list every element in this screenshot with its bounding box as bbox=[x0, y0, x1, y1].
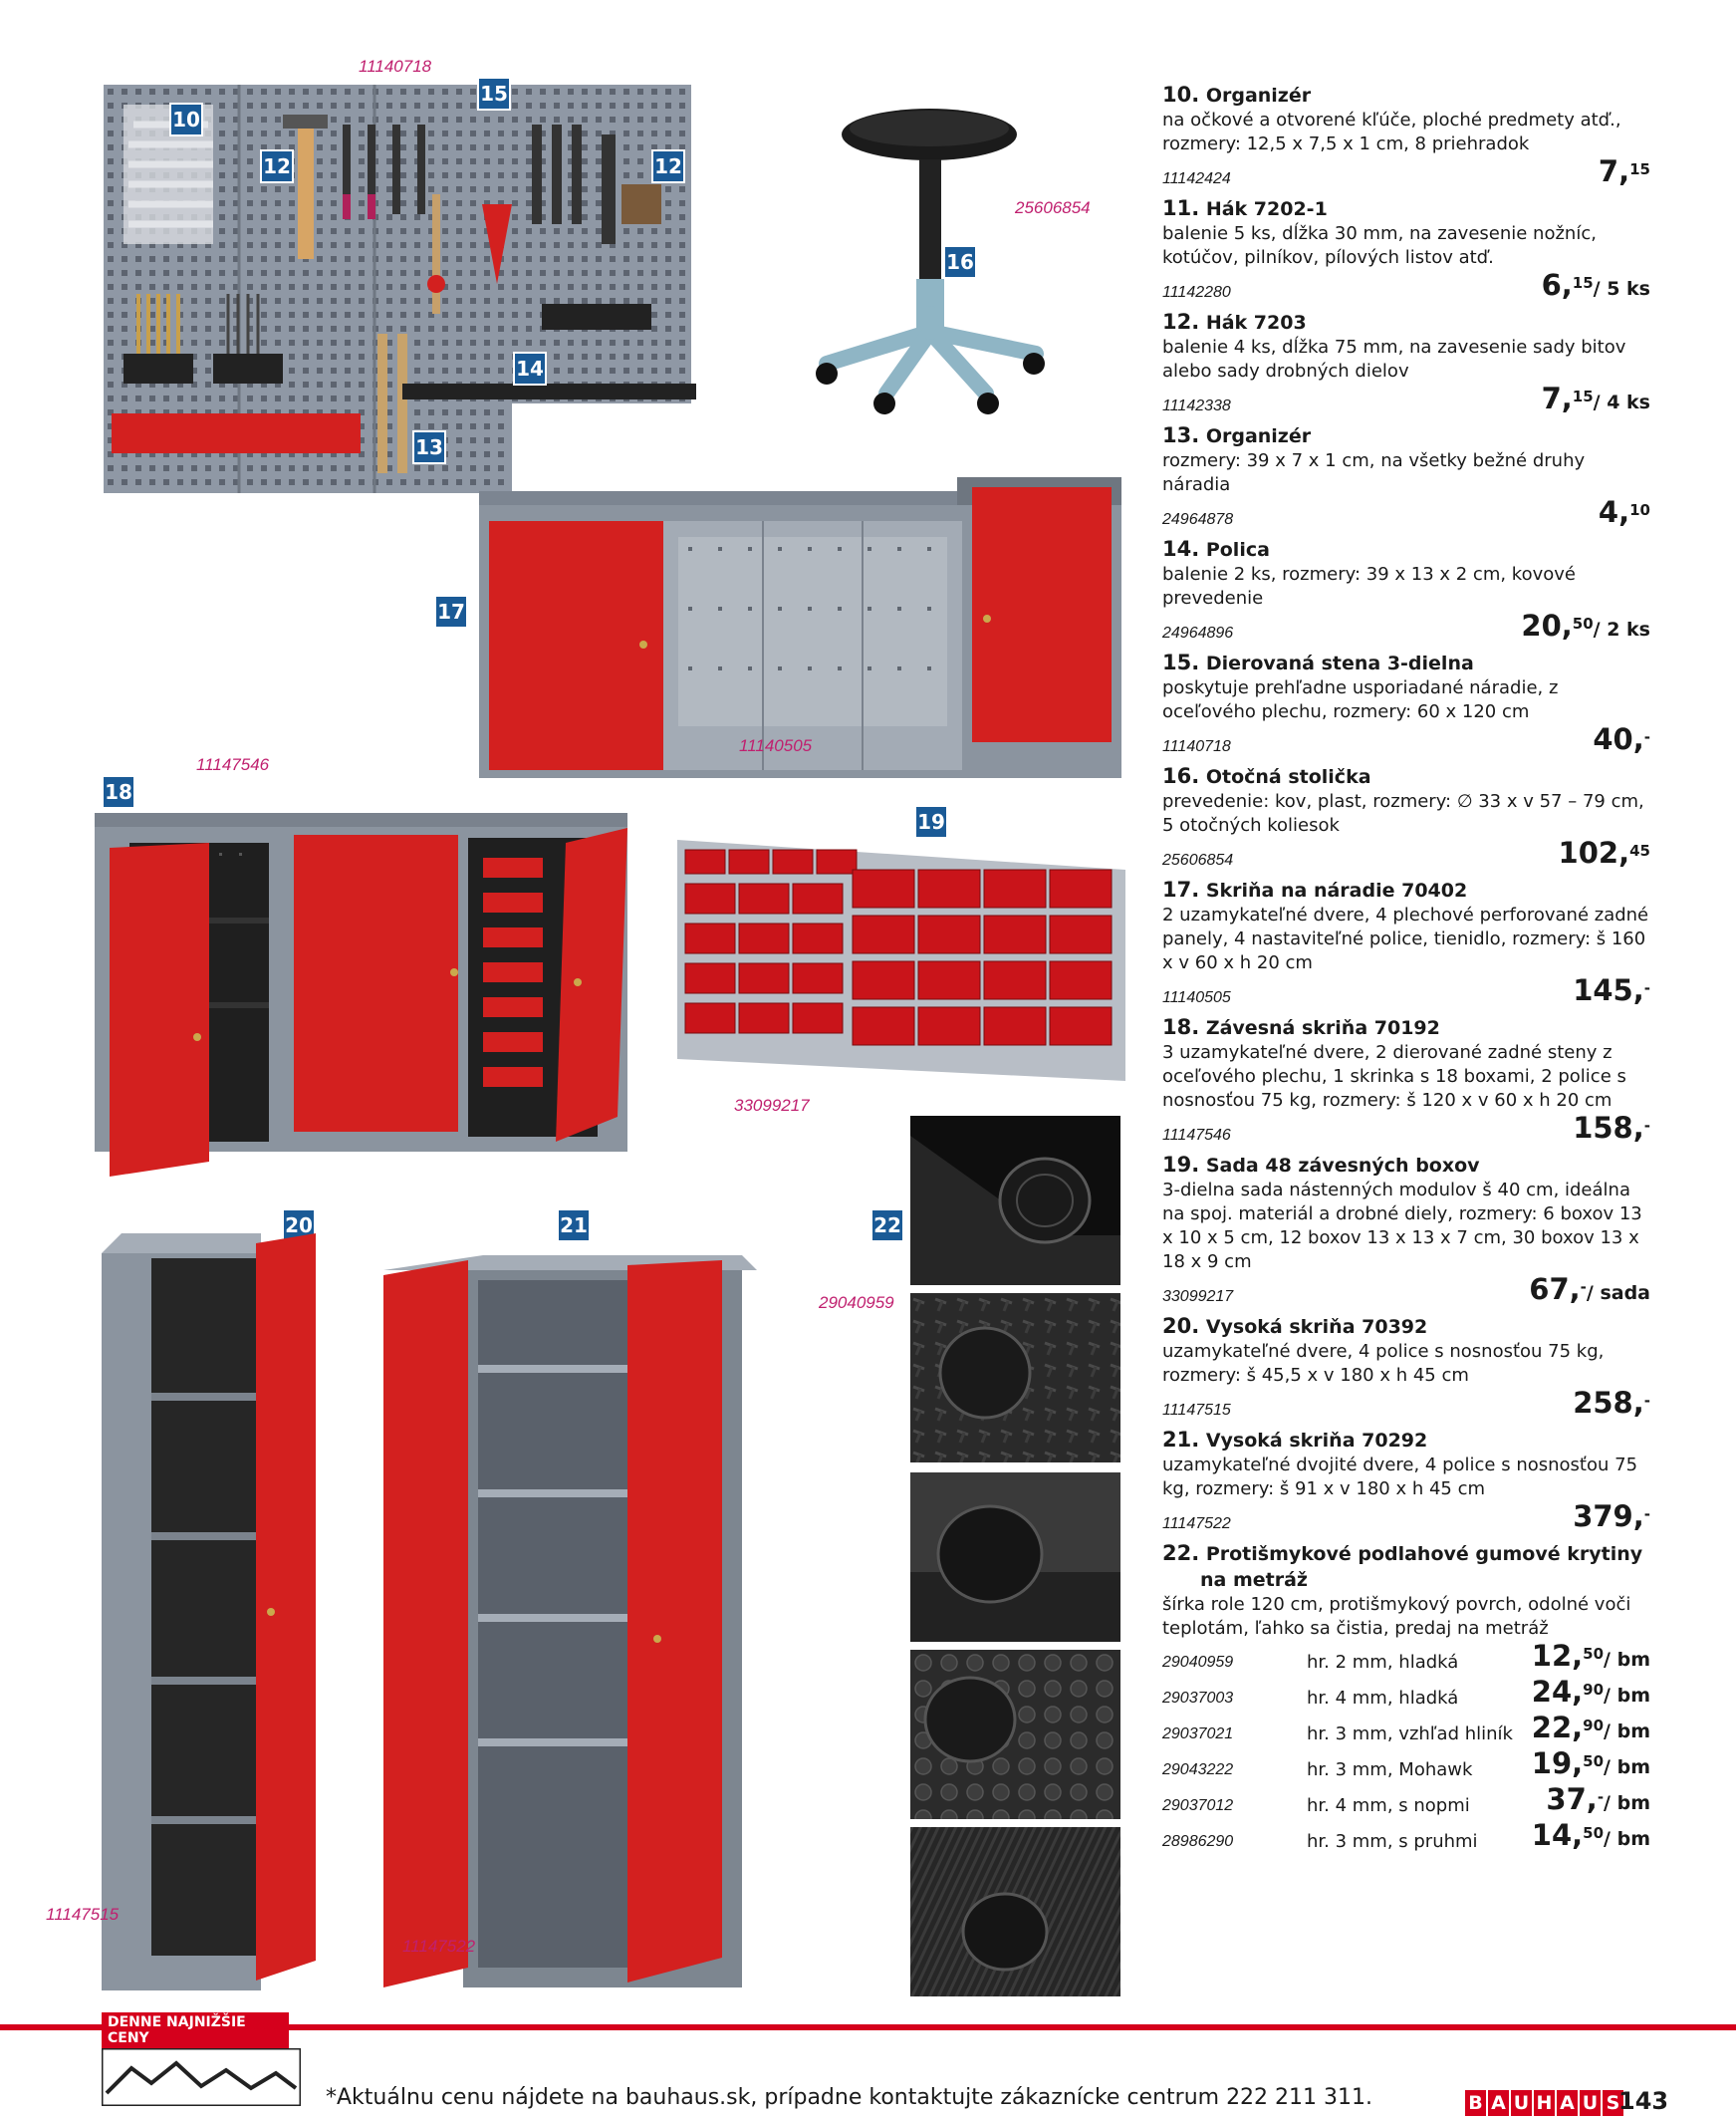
price-row bbox=[1162, 495, 1650, 533]
wall-cabinet-70192-photo bbox=[90, 813, 632, 1182]
product-number: 11. bbox=[1162, 196, 1200, 220]
product-title bbox=[1162, 1152, 1650, 1179]
product-title bbox=[1162, 763, 1650, 790]
product-title bbox=[1162, 1313, 1650, 1340]
price-row bbox=[1162, 836, 1650, 874]
product-name: Polica bbox=[1205, 539, 1270, 561]
logo-letter: A bbox=[1488, 2090, 1509, 2116]
product-description: uzamykateľné dvere, 4 police s nosnosťou 75 kg, rozmery: š 45,5 x v 180 x h 45 cm bbox=[1162, 1341, 1605, 1386]
price-row bbox=[1162, 154, 1650, 192]
badge-22: 22 bbox=[870, 1208, 904, 1242]
badge-21: 21 bbox=[557, 1208, 591, 1242]
product-code-15: 11140718 bbox=[359, 57, 432, 76]
logo-letter: A bbox=[1557, 2090, 1578, 2116]
product-code: 11142424 bbox=[1162, 170, 1231, 187]
product-item bbox=[1162, 877, 1650, 1011]
product-name: Dierovaná stena 3-dielna bbox=[1205, 653, 1474, 674]
product-code: 11140505 bbox=[1162, 989, 1231, 1006]
product-code: 24964878 bbox=[1162, 511, 1234, 528]
variant-description: hr. 4 mm, s nopmi bbox=[1307, 1795, 1470, 1816]
price: 258,- bbox=[1573, 1386, 1650, 1420]
price-row bbox=[1162, 722, 1650, 760]
variant-row bbox=[1162, 1784, 1650, 1820]
product-title bbox=[1162, 195, 1650, 222]
product-code-16: 25606854 bbox=[1015, 198, 1091, 217]
price: 40,- bbox=[1593, 722, 1650, 756]
price: 7,15/ 4 ks bbox=[1541, 382, 1650, 415]
price-row bbox=[1162, 1386, 1650, 1424]
variant-description: hr. 3 mm, s pruhmi bbox=[1307, 1831, 1478, 1852]
price-row bbox=[1162, 268, 1650, 306]
product-number: 18. bbox=[1162, 1015, 1200, 1039]
rubber-mat-ribbed-photo bbox=[910, 1827, 1120, 1996]
price-row bbox=[1162, 1499, 1650, 1537]
product-code-19: 33099217 bbox=[734, 1096, 810, 1115]
product-number: 10. bbox=[1162, 83, 1200, 107]
price: 158,- bbox=[1573, 1111, 1650, 1145]
variant-description: hr. 2 mm, hladká bbox=[1307, 1652, 1459, 1673]
product-item bbox=[1162, 195, 1650, 306]
product-name: Hák 7202-1 bbox=[1205, 198, 1328, 220]
badge-17: 17 bbox=[434, 595, 468, 629]
product-name: Protišmykové podlahové gumové krytiny bbox=[1205, 1543, 1643, 1565]
product-number: 16. bbox=[1162, 764, 1200, 788]
badge-18: 18 bbox=[102, 775, 135, 809]
product-number: 21. bbox=[1162, 1428, 1200, 1452]
product-code-21: 11147522 bbox=[402, 1937, 476, 1956]
variant-price: 37,-/ bm bbox=[1546, 1782, 1650, 1816]
variant-row bbox=[1162, 1713, 1650, 1748]
price-row bbox=[1162, 973, 1650, 1011]
product-number: 19. bbox=[1162, 1153, 1200, 1177]
product-name: Skriňa na náradie 70402 bbox=[1205, 880, 1468, 902]
badge-15: 15 bbox=[477, 77, 511, 111]
lowest-prices-label: DENNE NAJNIŽŠIE CENY bbox=[102, 2012, 289, 2048]
product-description: uzamykateľné dvojité dvere, 4 police s nosnosťou 75 kg, rozmery: š 91 x v 180 x h 45 cm bbox=[1162, 1455, 1638, 1499]
product-number: 17. bbox=[1162, 878, 1200, 902]
product-code: 11140718 bbox=[1162, 738, 1231, 755]
product-title bbox=[1162, 422, 1650, 449]
product-number: 22. bbox=[1162, 1541, 1200, 1565]
variant-code: 29037021 bbox=[1162, 1725, 1234, 1742]
product-code: 11147515 bbox=[1162, 1402, 1231, 1419]
variant-row bbox=[1162, 1820, 1650, 1856]
product-name: Otočná stolička bbox=[1205, 766, 1371, 788]
product-title bbox=[1162, 877, 1650, 904]
badge-12a: 12 bbox=[260, 149, 294, 183]
product-number: 14. bbox=[1162, 537, 1200, 561]
rubber-mat-smooth-2mm-photo bbox=[910, 1116, 1120, 1285]
product-name: Vysoká skriňa 70392 bbox=[1205, 1316, 1428, 1338]
product-name: Sada 48 závesných boxov bbox=[1205, 1155, 1480, 1177]
product-title bbox=[1162, 82, 1650, 109]
product-item bbox=[1162, 536, 1650, 647]
product-item bbox=[1162, 309, 1650, 419]
product-description: na očkové a otvorené kľúče, ploché predmety atď., rozmery: 12,5 x 7,5 x 1 cm, 8 priehradok bbox=[1162, 110, 1621, 154]
price: 4,10 bbox=[1598, 495, 1650, 529]
variant-code: 29043222 bbox=[1162, 1761, 1234, 1778]
product-description: 3-dielna sada nástenných modulov š 40 cm, ideálna na spoj. materiál a drobné diely, rozmery: 6 boxov 13 x 10 x 5 cm, 12 boxov 13 x 13 x 7 cm, 30 boxov 13 x 18 x 9 cm bbox=[1162, 1180, 1642, 1272]
bauhaus-logo bbox=[1465, 2090, 1625, 2118]
product-name: Závesná skriňa 70192 bbox=[1205, 1017, 1440, 1039]
product-item bbox=[1162, 763, 1650, 874]
variant-code: 29037003 bbox=[1162, 1690, 1234, 1707]
variant-price: 22,90/ bm bbox=[1531, 1711, 1650, 1744]
variant-description: hr. 3 mm, vzhľad hliník bbox=[1307, 1723, 1513, 1744]
product-title bbox=[1162, 309, 1650, 336]
price: 7,15 bbox=[1598, 154, 1650, 188]
product-name: Organizér bbox=[1205, 425, 1312, 447]
product-item bbox=[1162, 82, 1650, 192]
logo-letter: U bbox=[1580, 2090, 1601, 2116]
product-code: 33099217 bbox=[1162, 1288, 1234, 1305]
product-description: balenie 5 ks, dĺžka 30 mm, na zavesenie nožníc, kotúčov, pilníkov, pílových listov atď. bbox=[1162, 223, 1597, 268]
product-item bbox=[1162, 650, 1650, 760]
product-code: 11147522 bbox=[1162, 1515, 1231, 1532]
price-graph-icon bbox=[102, 2048, 301, 2106]
price-row bbox=[1162, 382, 1650, 419]
product-number: 13. bbox=[1162, 423, 1200, 447]
product-item bbox=[1162, 1427, 1650, 1537]
badge-10: 10 bbox=[169, 103, 203, 136]
product-item bbox=[1162, 422, 1650, 533]
variant-price: 12,50/ bm bbox=[1531, 1639, 1650, 1673]
badge-20: 20 bbox=[282, 1208, 316, 1242]
price-row bbox=[1162, 1272, 1650, 1310]
product-description: šírka role 120 cm, protišmykový povrch, odolné voči teplotám, ľahko sa čistia, predaj na metráž bbox=[1162, 1594, 1631, 1639]
product-item bbox=[1162, 1313, 1650, 1424]
badge-16: 16 bbox=[943, 245, 977, 279]
variant-price: 14,50/ bm bbox=[1531, 1818, 1650, 1852]
product-title bbox=[1162, 1540, 1650, 1567]
product-title-line2: na metráž bbox=[1200, 1569, 1308, 1591]
page-number: 143 bbox=[1618, 2087, 1669, 2115]
tall-cabinet-70292-photo bbox=[383, 1245, 757, 1996]
logo-letter: B bbox=[1465, 2090, 1486, 2116]
product-item bbox=[1162, 1152, 1650, 1310]
variant-code: 28986290 bbox=[1162, 1833, 1234, 1850]
product-description: balenie 2 ks, rozmery: 39 x 13 x 2 cm, kovové prevedenie bbox=[1162, 564, 1576, 609]
variant-code: 29040959 bbox=[1162, 1654, 1234, 1671]
rubber-mat-smooth-4mm-photo bbox=[910, 1293, 1120, 1462]
badge-12b: 12 bbox=[651, 149, 685, 183]
variant-price: 19,50/ bm bbox=[1531, 1746, 1650, 1780]
product-number: 20. bbox=[1162, 1314, 1200, 1338]
product-title bbox=[1162, 1427, 1650, 1454]
variant-description: hr. 4 mm, hladká bbox=[1307, 1688, 1459, 1709]
perforated-wall-photo bbox=[104, 85, 699, 493]
price-row bbox=[1162, 609, 1650, 647]
price: 102,45 bbox=[1558, 836, 1650, 870]
price-row bbox=[1162, 1111, 1650, 1149]
price: 20,50/ 2 ks bbox=[1521, 609, 1650, 643]
badge-14: 14 bbox=[513, 352, 547, 386]
product-title bbox=[1162, 650, 1650, 676]
price: 67,-/ sada bbox=[1529, 1272, 1650, 1306]
product-code-22: 29040959 bbox=[819, 1293, 894, 1312]
product-name: Vysoká skriňa 70292 bbox=[1205, 1430, 1428, 1452]
variant-row bbox=[1162, 1748, 1650, 1784]
product-number: 12. bbox=[1162, 310, 1200, 334]
product-description: rozmery: 39 x 7 x 1 cm, na všetky bežné druhy náradia bbox=[1162, 450, 1586, 495]
logo-letter: U bbox=[1511, 2090, 1532, 2116]
product-code: 11147546 bbox=[1162, 1127, 1231, 1144]
hanging-boxes-photo bbox=[677, 840, 1125, 1081]
product-description: 2 uzamykateľné dvere, 4 plechové perforované zadné panely, 4 nastaviteľné police, tienidlo, rozmery: š 160 x v 60 x h 20 cm bbox=[1162, 905, 1649, 973]
product-item bbox=[1162, 1014, 1650, 1149]
swivel-stool-photo bbox=[807, 105, 1051, 418]
product-name: Organizér bbox=[1205, 85, 1312, 107]
product-code-20: 11147515 bbox=[46, 1905, 120, 1924]
price: 6,15/ 5 ks bbox=[1541, 268, 1650, 302]
price: 145,- bbox=[1573, 973, 1650, 1007]
product-code-17: 11140505 bbox=[739, 736, 813, 755]
footnote: *Aktuálnu cenu nájdete na bauhaus.sk, prípadne kontaktujte zákaznícke centrum 222 211 311. bbox=[326, 2085, 1373, 2110]
variant-price: 24,90/ bm bbox=[1531, 1675, 1650, 1709]
variant-description: hr. 3 mm, Mohawk bbox=[1307, 1759, 1473, 1780]
tool-cabinet-70402-photo bbox=[479, 477, 1121, 778]
rubber-mat-mohawk-photo bbox=[910, 1650, 1120, 1819]
product-title bbox=[1162, 536, 1650, 563]
product-code: 11142280 bbox=[1162, 284, 1231, 301]
variant-row bbox=[1162, 1677, 1650, 1713]
product-code: 25606854 bbox=[1162, 852, 1234, 869]
product-number: 15. bbox=[1162, 651, 1200, 674]
variant-row bbox=[1162, 1641, 1650, 1677]
badge-13: 13 bbox=[412, 430, 446, 464]
lowest-prices-tag bbox=[102, 2012, 301, 2092]
badge-19: 19 bbox=[914, 805, 948, 839]
price: 379,- bbox=[1573, 1499, 1650, 1533]
product-description: balenie 4 ks, dĺžka 75 mm, na zavesenie sady bitov alebo sady drobných dielov bbox=[1162, 337, 1626, 382]
product-list bbox=[1162, 82, 1650, 1859]
rubber-mat-aluminium-photo bbox=[910, 1472, 1120, 1642]
product-code: 11142338 bbox=[1162, 397, 1231, 414]
product-description: poskytuje prehľadne usporiadané náradie, z oceľového plechu, rozmery: 60 x 120 cm bbox=[1162, 677, 1559, 722]
logo-letter: S bbox=[1603, 2090, 1623, 2116]
product-title bbox=[1162, 1014, 1650, 1041]
tall-cabinet-70392-photo bbox=[102, 1233, 323, 1996]
variant-code: 29037012 bbox=[1162, 1797, 1234, 1814]
product-code: 24964896 bbox=[1162, 625, 1234, 642]
product-item-22 bbox=[1162, 1540, 1650, 1856]
logo-letter: H bbox=[1534, 2090, 1555, 2116]
product-description: 3 uzamykateľné dvere, 2 dierované zadné steny z oceľového plechu, 1 skrinka s 18 boxami, 2 police s nosnosťou 75 kg, rozmery: š 120 x v 60 x h 20 cm bbox=[1162, 1042, 1626, 1111]
product-name: Hák 7203 bbox=[1205, 312, 1307, 334]
product-description: prevedenie: kov, plast, rozmery: ∅ 33 x v 57 – 79 cm, 5 otočných koliesok bbox=[1162, 791, 1644, 836]
product-code-18: 11147546 bbox=[196, 755, 270, 774]
